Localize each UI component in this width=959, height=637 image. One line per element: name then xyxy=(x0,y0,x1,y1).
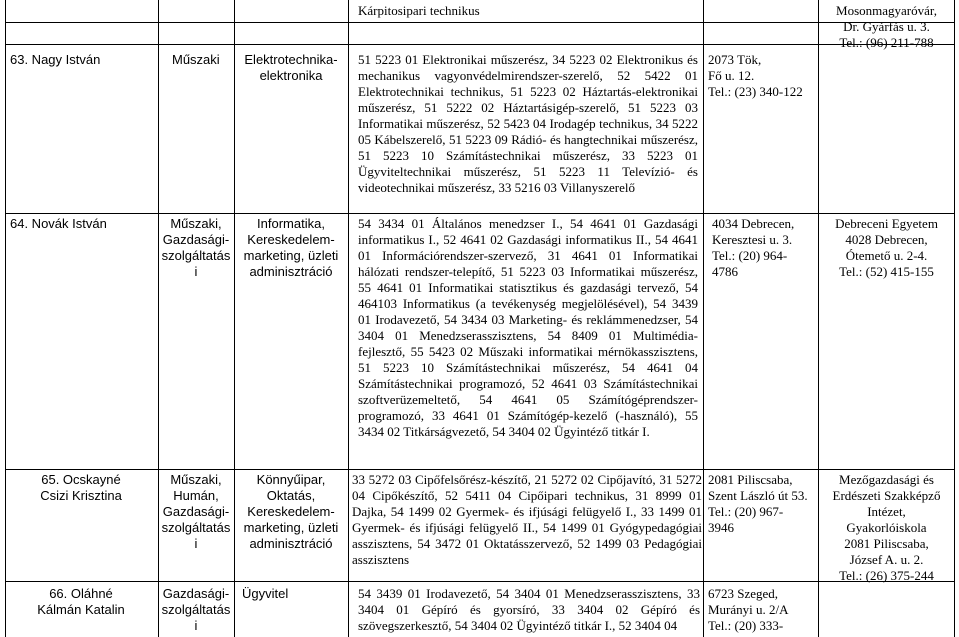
column-divider xyxy=(954,0,955,637)
expert-name: 66. Oláhné Kálmán Katalin xyxy=(37,586,125,617)
expert-name: 65. Ocskayné Csizi Krisztina xyxy=(40,472,122,503)
row-divider xyxy=(5,44,955,45)
expert-qualifications: 51 5223 01 Elektronikai műszerész, 34 5223 02 Elektronikus és mechanikus vagyonvédelmirendszer-szerelő, 52 5422 01 Elektrotechnikai technikus, 51 5223 02 Háztartás-elektronikai műszerész, 51 5222 02 Háztartásigép-szerelő, 51 5223 03 Informatikai műszerész, 52 5423 04 Irodagép technikus, 34 5222 05 Kábelszerelő, 51 5223 09 Rádió- és hangtechnikai műszerész, 51 5223 10 Számítástechnikai műszerész, 33 5223 01 Ügyviteltechnikai műszerész, 51 5223 11 Televízió- és videotechnikai műszerész, 33 5216 03 Villanyszerelő xyxy=(358,52,698,195)
expert-type: Műszaki, Gazdasági- szolgáltatás i xyxy=(161,216,231,279)
expert-qualifications: 33 5272 03 Cipőfelsőrész-készítő, 21 5272 02 Cipőjavító, 31 5272 04 Cipőkészítő, 52 5411 04 Cipőipari technikus, 31 8999 01 Dajka, 54 1499 02 Gyermek- és ifjúsági felügyelő I., 33 1499 01 Gyermek- és ifjúsági felügyelő II., 54 1499 01 Gyógypedagógiai asszisztens, 54 3472 01 Oktatásszervező, 52 1499 03 Pedagógiai asszisztens xyxy=(352,472,702,567)
expert-qualifications: 54 3434 01 Általános menedzser I., 54 4641 01 Gazdasági informatikus I., 52 4641 02 Gazdasági informatikus II., 54 4641 01 Információrendszer-szervező, 31 4641 01 Informatikai hálózati rendszer-telepítő, 51 5223 03 Informatikai műszerész, 55 4641 01 Informatikai statisztikus és gazdasági tervező, 54 464103 Informatikus (a tevékenység megjelölésével), 54 3439 01 Irodavezető, 54 3434 03 Marketing- és reklámmenedzser, 54 3404 01 Menedzserasszisztens, 54 8409 01 Multimédia-fejlesztő, 55 5423 02 Műszaki informatikai mérnökasszisztens, 51 5223 10 Számítástechnikai műszerész, 54 4641 04 Számítástechnikai programozó, 52 4641 03 Számítástechnikai szoftverüzemeltető, 54 4641 05 Számítógéprendszer-programozó, 33 4641 01 Számítógép-kezelő (-használó), 55 3434 02 Titkárságvezető, 54 3404 02 Ügyintéző titkár I. xyxy=(358,216,698,439)
row-divider xyxy=(5,581,955,582)
header-institution-line3: Tel.: (96) 211-788 xyxy=(839,35,934,50)
header-institution-line2: Dr. Gyárfás u. 3. xyxy=(843,19,930,34)
expert-institution: Debreceni Egyetem 4028 Debrecen, Ótemető u. 2-4. Tel.: (52) 415-155 xyxy=(835,216,938,279)
expert-qualifications: 54 3439 01 Irodavezető, 54 3404 01 Menedzserasszisztens, 33 3404 01 Gépíró és gyorsíró, 33 3404 02 Gépíró és szövegszerkesztő, 54 3404 02 Ügyintéző titkár I., 52 3404 04 xyxy=(358,586,700,633)
expert-type: Műszaki, Humán, Gazdasági- szolgáltatás i xyxy=(161,472,231,551)
column-divider xyxy=(5,0,6,637)
expert-type: Gazdasági- szolgáltatás i xyxy=(161,586,231,633)
expert-field: Ügyvitel xyxy=(242,586,289,601)
row-divider xyxy=(5,213,955,214)
expert-name: 63. Nagy István xyxy=(10,52,101,67)
expert-field: Informatika, Kereskedelem- marketing, üzleti adminisztráció xyxy=(243,216,339,279)
expert-field: Elektrotechnika- elektronika xyxy=(244,52,338,83)
header-qualifications: Kárpitosipari technikus xyxy=(358,3,480,18)
column-divider xyxy=(703,0,704,637)
expert-address: 2073 Tök, Fő u. 12. Tel.: (23) 340-122 xyxy=(708,52,803,99)
column-divider xyxy=(348,0,349,637)
expert-name: 64. Novák István xyxy=(10,216,107,231)
header-institution-line1: Mosonmagyaróvár, xyxy=(836,3,937,18)
expert-address: 2081 Piliscsaba, Szent László út 53. Tel.: (20) 967- 3946 xyxy=(708,472,808,535)
expert-type: Műszaki xyxy=(172,52,220,67)
expert-field: Könnyűipar, Oktatás, Kereskedelem- marketing, üzleti adminisztráció xyxy=(243,472,339,551)
expert-institution: Mezőgazdasági és Erdészeti Szakképző Intézet, Gyakorlóiskola 2081 Piliscsaba, József A. u. 2. Tel.: (26) 375-244 xyxy=(832,472,941,583)
row-divider xyxy=(5,469,955,470)
header-institution xyxy=(819,3,954,51)
row-divider xyxy=(5,22,955,23)
expert-address: 6723 Szeged, Murányi u. 2/A Tel.: (20) 333- xyxy=(708,586,789,633)
expert-address: 4034 Debrecen, Keresztesi u. 3. Tel.: (20) 964- 4786 xyxy=(712,216,795,279)
